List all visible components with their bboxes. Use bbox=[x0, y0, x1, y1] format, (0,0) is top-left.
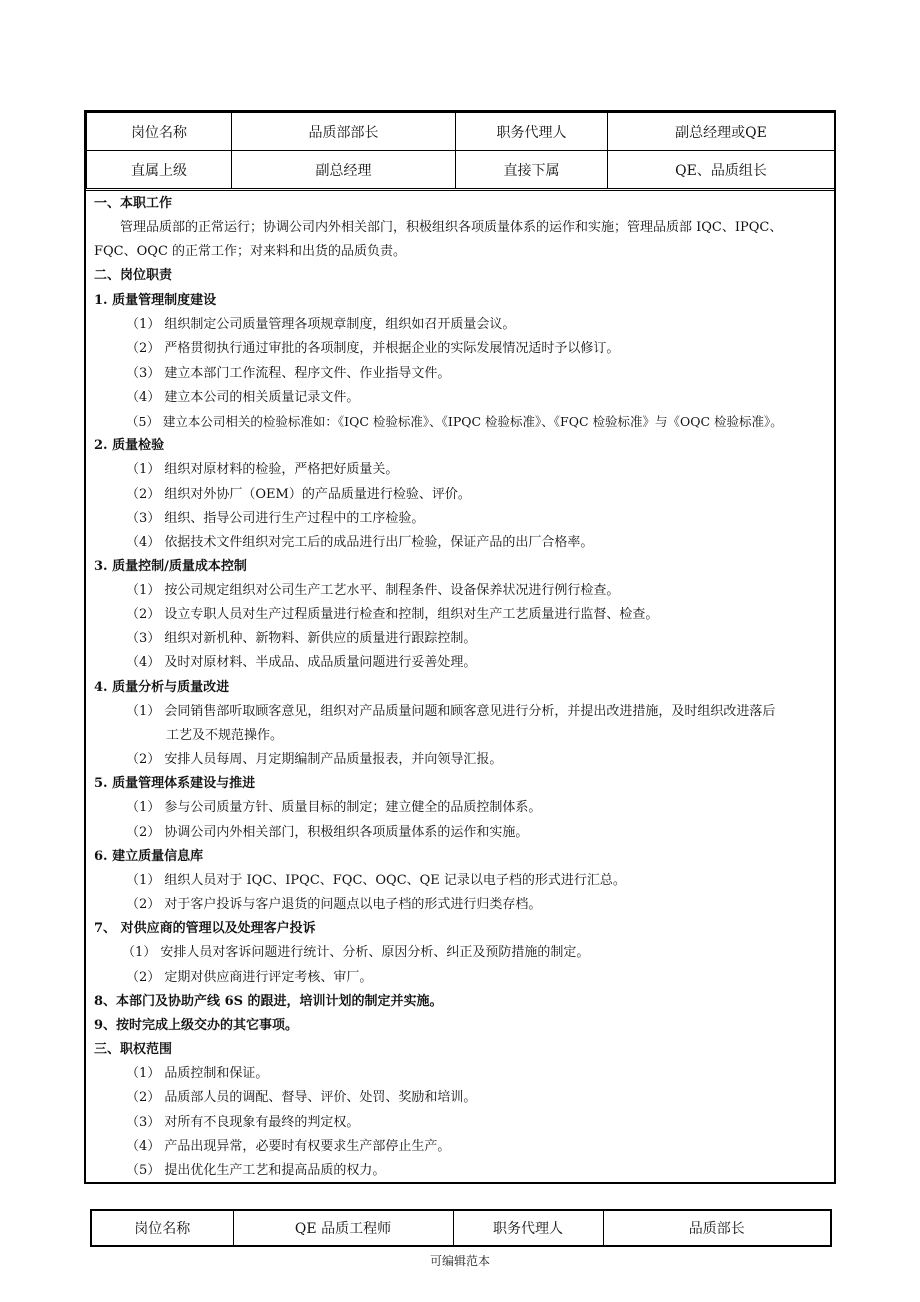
group-title: 9、按时完成上级交办的其它事项。 bbox=[94, 1018, 299, 1033]
list-item: （2） 组织对外协厂（OEM）的产品质量进行检验、评价。 bbox=[126, 487, 471, 502]
table-row bbox=[87, 113, 835, 151]
section-title: 三、职权范围 bbox=[94, 1042, 173, 1057]
group-title: 5. 质量管理体系建设与推进 bbox=[94, 776, 256, 791]
label-cell: 职务代理人 bbox=[453, 1210, 603, 1246]
list-item: （5） 提出优化生产工艺和提高品质的权力。 bbox=[126, 1163, 386, 1178]
group-title: 2. 质量检验 bbox=[94, 438, 165, 453]
label-cell: 岗位名称 bbox=[87, 113, 232, 151]
next-job-info-table bbox=[90, 1209, 832, 1247]
list-item: （4） 及时对原材料、半成品、成品质量问题进行妥善处理。 bbox=[126, 655, 477, 670]
job-info-table bbox=[86, 112, 835, 189]
value-cell: 副总经理 bbox=[232, 151, 456, 189]
group-title: 6. 建立质量信息库 bbox=[94, 849, 204, 864]
group-title: 4. 质量分析与质量改进 bbox=[94, 680, 230, 695]
value-cell: 副总经理或QE bbox=[608, 113, 835, 151]
group-title: 3. 质量控制/质量成本控制 bbox=[94, 559, 247, 574]
list-item: （1） 安排人员对客诉问题进行统计、分析、原因分析、纠正及预防措施的制定。 bbox=[122, 945, 590, 960]
group-title: 1. 质量管理制度建设 bbox=[94, 293, 217, 308]
paragraph-line: FQC、OQC 的正常工作；对来料和出货的品质负责。 bbox=[94, 244, 407, 259]
list-item: （3） 对所有不良现象有最终的判定权。 bbox=[126, 1115, 360, 1130]
list-item-continuation: 工艺及不规范操作。 bbox=[166, 728, 284, 743]
duties-body bbox=[86, 190, 834, 1182]
value-cell: QE、品质组长 bbox=[608, 151, 835, 189]
list-item: （2） 安排人员每周、月定期编制产品质量报表，并向领导汇报。 bbox=[126, 752, 503, 767]
group-title: 8、本部门及协助产线 6S 的跟进，培训计划的制定并实施。 bbox=[94, 994, 443, 1009]
list-item: （4） 产品出现异常，必要时有权要求生产部停止生产。 bbox=[126, 1139, 451, 1154]
list-item: （4） 依据技术文件组织对完工后的成品进行出厂检验，保证产品的出厂合格率。 bbox=[126, 535, 594, 550]
label-cell: 直属上级 bbox=[87, 151, 232, 189]
list-item: （1） 组织制定公司质量管理各项规章制度，组织如召开质量会议。 bbox=[126, 317, 516, 332]
list-item: （2） 设立专职人员对生产过程质量进行检查和控制，组织对生产工艺质量进行监督、检查。 bbox=[126, 607, 659, 622]
value-cell: 品质部长 bbox=[603, 1210, 831, 1246]
value-cell: 品质部部长 bbox=[232, 113, 456, 151]
list-item: （3） 组织、指导公司进行生产过程中的工序检验。 bbox=[126, 511, 425, 526]
table-row bbox=[87, 151, 835, 189]
page-footer: 可编辑范本 bbox=[429, 1254, 490, 1268]
value-cell: QE 品质工程师 bbox=[233, 1210, 453, 1246]
list-item: （3） 建立本部门工作流程、程序文件、作业指导文件。 bbox=[126, 366, 451, 381]
list-item: （3） 组织对新机种、新物料、新供应的质量进行跟踪控制。 bbox=[126, 631, 477, 646]
list-item: （1） 组织对原材料的检验，严格把好质量关。 bbox=[126, 462, 399, 477]
label-cell: 职务代理人 bbox=[456, 113, 608, 151]
list-item: （1） 按公司规定组织对公司生产工艺水平、制程条件、设备保养状况进行例行检查。 bbox=[126, 583, 620, 598]
list-item: （1） 参与公司质量方针、质量目标的制定；建立健全的品质控制体系。 bbox=[126, 800, 542, 815]
list-item: （2） 严格贯彻执行通过审批的各项制度，并根据企业的实际发展情况适时予以修订。 bbox=[126, 341, 620, 356]
section-title: 一、本职工作 bbox=[94, 196, 173, 211]
list-item: （2） 品质部人员的调配、督导、评价、处罚、奖励和培训。 bbox=[126, 1090, 477, 1105]
table-row bbox=[91, 1210, 831, 1246]
list-item: （1） 组织人员对于 IQC、IPQC、FQC、OQC、QE 记录以电子档的形式进行汇总。 bbox=[126, 873, 626, 888]
list-item: （1） 品质控制和保证。 bbox=[126, 1066, 269, 1081]
list-item: （2） 协调公司内外相关部门，积极组织各项质量体系的运作和实施。 bbox=[126, 825, 529, 840]
section-title: 二、岗位职责 bbox=[94, 268, 173, 283]
label-cell: 岗位名称 bbox=[91, 1210, 233, 1246]
list-item: （2） 对于客户投诉与客户退货的问题点以电子档的形式进行归类存档。 bbox=[126, 897, 542, 912]
list-item: （4） 建立本公司的相关质量记录文件。 bbox=[126, 390, 360, 405]
paragraph-line: 管理品质部的正常运行；协调公司内外相关部门，积极组织各项质量体系的运作和实施；管理品质部 IQC、IPQC、 bbox=[120, 220, 783, 235]
list-item: （5） 建立本公司相关的检验标准如：《IQC 检验标准》、《IPQC 检验标准》、《FQC 检验标准》与《OQC 检验标准》。 bbox=[126, 414, 783, 429]
list-item: （2） 定期对供应商进行评定考核、审厂。 bbox=[126, 970, 373, 985]
label-cell: 直接下属 bbox=[456, 151, 608, 189]
list-item: （1） 会同销售部听取顾客意见，组织对产品质量问题和顾客意见进行分析，并提出改进措施，及时组织改进落后 bbox=[126, 704, 776, 719]
group-title: 7、 对供应商的管理以及处理客户投诉 bbox=[94, 921, 316, 936]
